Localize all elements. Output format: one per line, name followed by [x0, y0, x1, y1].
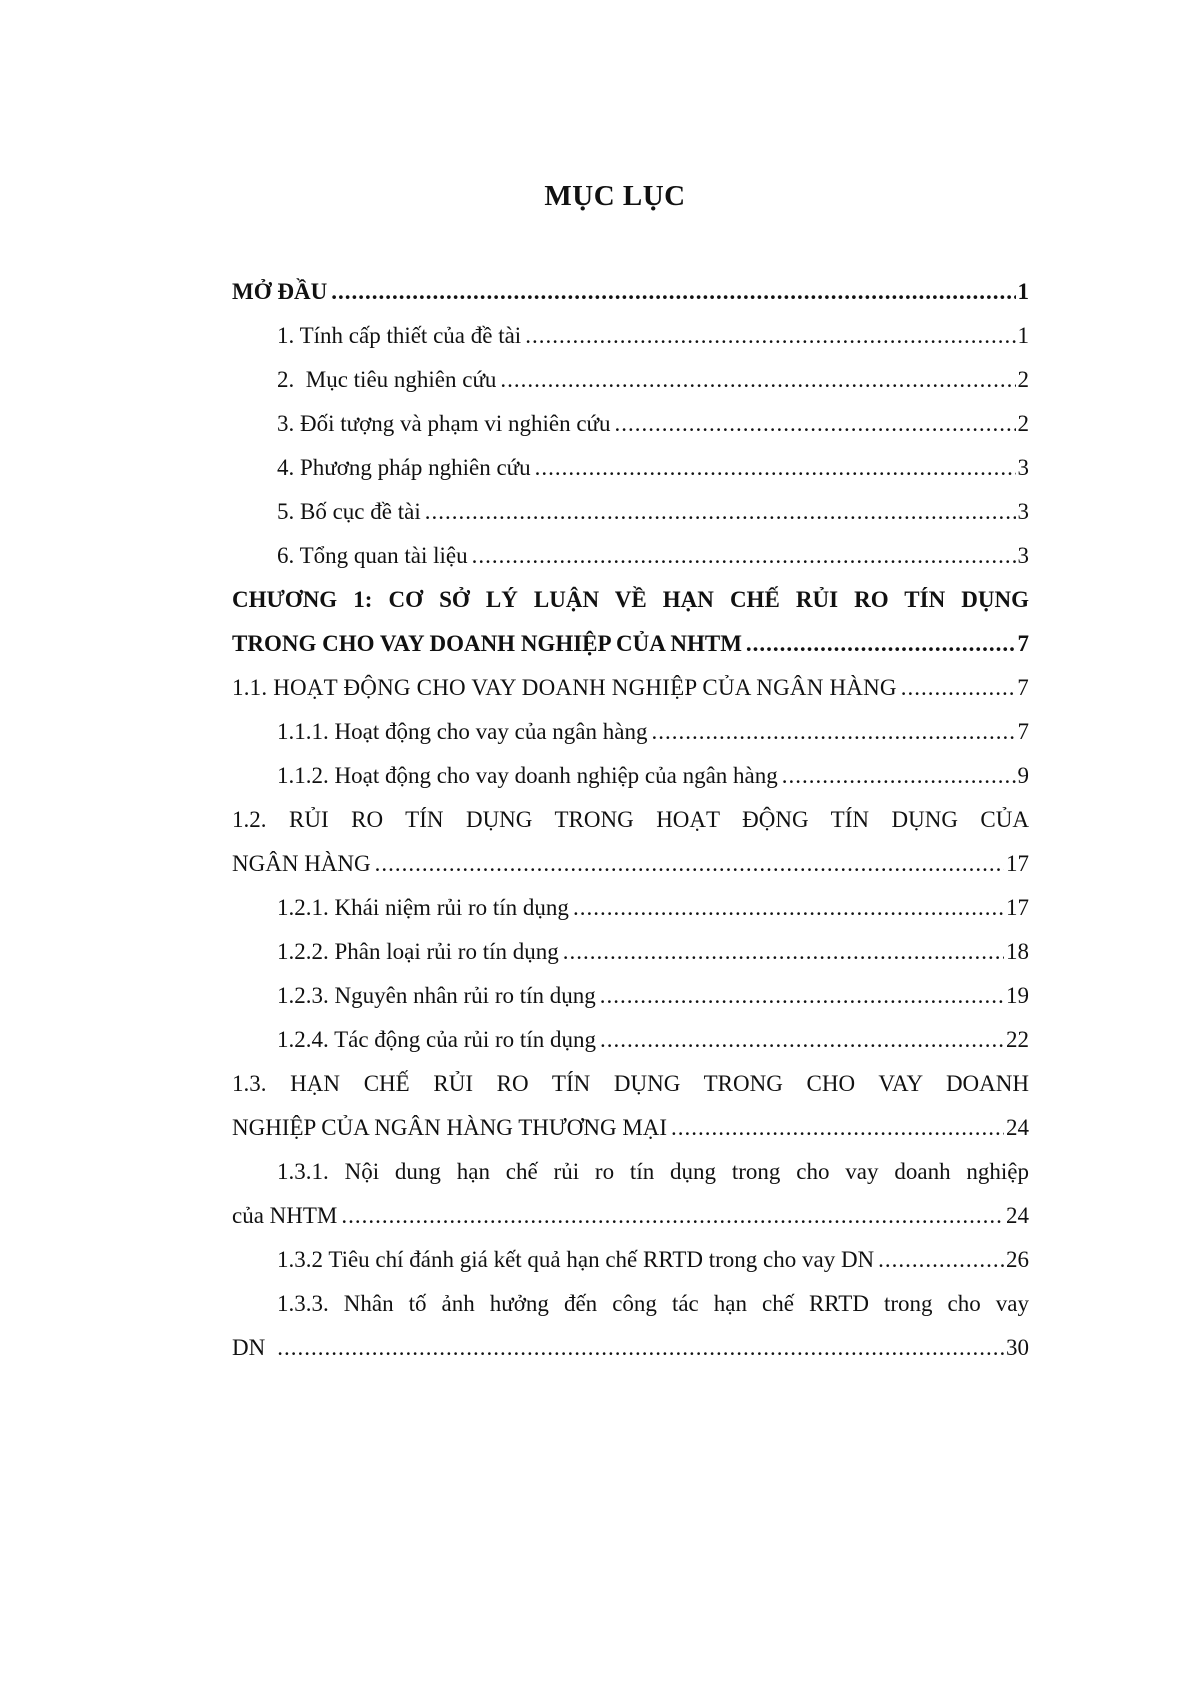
toc-entry[interactable]: [277, 754, 1029, 798]
toc-entry-text-line1[interactable]: 1.3.3. Nhân tố ảnh hưởng đến công tác hạn chế RRTD trong cho vay: [277, 1291, 1029, 1316]
toc-section-heading[interactable]: 1.2. RỦI RO TÍN DỤNG TRONG HOẠT ĐỘNG TÍN DỤNG CỦA: [232, 807, 1029, 832]
toc-entry-text: 2. Mục tiêu nghiên cứu: [277, 367, 497, 392]
toc-page-number: 26: [1006, 1247, 1029, 1272]
toc-entry[interactable]: [277, 974, 1029, 1018]
toc-entry-text: DN: [232, 1335, 266, 1360]
toc-entry-text: 1.3.2 Tiêu chí đánh giá kết quả hạn chế RRTD trong cho vay DN: [277, 1247, 875, 1272]
toc-dot-leader: [535, 446, 1016, 490]
toc-dot-leader: [472, 534, 1016, 578]
toc-dot-leader: [600, 1018, 1004, 1062]
toc-entry-text: 4. Phương pháp nghiên cứu: [277, 455, 531, 480]
toc-entry[interactable]: [232, 842, 1029, 886]
toc-page-number: 1: [1017, 323, 1029, 348]
toc-entry-text: 1.1.2. Hoạt động cho vay doanh nghiệp của ngân hàng: [277, 763, 778, 788]
toc-page-number: 3: [1017, 455, 1029, 480]
toc-chapter-heading[interactable]: CHƯƠNG 1: CƠ SỞ LÝ LUẬN VỀ HẠN CHẾ RỦI RO TÍN DỤNG: [232, 587, 1029, 612]
toc-entry[interactable]: [232, 666, 1029, 710]
toc-page-number: 3: [1017, 543, 1029, 568]
toc-dot-leader: [746, 622, 1016, 666]
toc-entry[interactable]: [277, 930, 1029, 974]
toc-page-number: 1: [1017, 279, 1029, 304]
toc-page-number: 30: [1006, 1335, 1029, 1360]
toc-entry[interactable]: [232, 1326, 1029, 1370]
toc-page-number: 17: [1006, 851, 1029, 876]
toc-dot-leader: [331, 270, 1015, 314]
toc-entry[interactable]: [277, 534, 1029, 578]
toc-dot-leader: [782, 754, 1016, 798]
toc-dot-leader: [341, 1194, 1004, 1238]
toc-page-number: 18: [1006, 939, 1029, 964]
toc-dot-leader: [901, 666, 1016, 710]
toc-entry[interactable]: [277, 490, 1029, 534]
toc-page-number: 22: [1006, 1027, 1029, 1052]
toc-dot-leader: [600, 974, 1004, 1018]
toc-entry-text: 1.2.2. Phân loại rủi ro tín dụng: [277, 939, 559, 964]
toc-dot-leader: [573, 886, 1004, 930]
toc-page-number: 2: [1017, 367, 1029, 392]
toc-dot-leader: [563, 930, 1004, 974]
toc-entry-text: 1.1.1. Hoạt động cho vay của ngân hàng: [277, 719, 648, 744]
toc-page-number: 2: [1017, 411, 1029, 436]
toc-entry[interactable]: [232, 622, 1029, 666]
toc-section-heading[interactable]: 1.3. HẠN CHẾ RỦI RO TÍN DỤNG TRONG CHO VAY DOANH: [232, 1071, 1029, 1096]
toc-dot-leader: [615, 402, 1016, 446]
toc-entry[interactable]: [232, 1194, 1029, 1238]
toc-entry-text: 1.1. HOẠT ĐỘNG CHO VAY DOANH NGHIỆP CỦA NGÂN HÀNG: [232, 675, 897, 700]
toc-page-number: 19: [1006, 983, 1029, 1008]
toc-page-number: 17: [1006, 895, 1029, 920]
toc-entry[interactable]: [277, 886, 1029, 930]
toc-entry-text: NGÂN HÀNG: [232, 851, 371, 876]
toc-dot-leader: [651, 710, 1015, 754]
toc-page-number: 9: [1017, 763, 1029, 788]
toc-entry[interactable]: [232, 1106, 1029, 1150]
toc-entry-text: 1.2.1. Khái niệm rủi ro tín dụng: [277, 895, 569, 920]
toc-entry-text: của NHTM: [232, 1203, 338, 1228]
toc-entry-text: 1.2.3. Nguyên nhân rủi ro tín dụng: [277, 983, 596, 1008]
toc-entry-text: 6. Tổng quan tài liệu: [277, 543, 468, 568]
toc-entry[interactable]: [277, 314, 1029, 358]
toc-entry-text: NGHIỆP CỦA NGÂN HÀNG THƯƠNG MẠI: [232, 1115, 668, 1140]
toc-entry[interactable]: [277, 1238, 1029, 1282]
toc-page-number: 24: [1006, 1203, 1029, 1228]
toc-dot-leader: [500, 358, 1015, 402]
toc-dot-leader: [375, 842, 1004, 886]
toc-entry-text: 1.2.4. Tác động của rủi ro tín dụng: [277, 1027, 596, 1052]
toc-dot-leader: [671, 1106, 1004, 1150]
toc-entry[interactable]: [277, 710, 1029, 754]
toc-page-number: 7: [1017, 675, 1029, 700]
toc-entry-text: 1. Tính cấp thiết của đề tài: [277, 323, 522, 348]
toc-entry-text: TRONG CHO VAY DOANH NGHIỆP CỦA NHTM: [232, 631, 742, 656]
toc-entry-text: 3. Đối tượng và phạm vi nghiên cứu: [277, 411, 611, 436]
toc-entry[interactable]: [277, 358, 1029, 402]
toc-dot-leader: [525, 314, 1015, 358]
toc-page-number: 7: [1017, 719, 1029, 744]
toc-entry[interactable]: [277, 1018, 1029, 1062]
toc-entry-mo-dau[interactable]: [232, 270, 1029, 314]
toc-entry-text: MỞ ĐẦU: [232, 279, 328, 304]
toc-dot-leader: [425, 490, 1016, 534]
toc-entry[interactable]: [277, 402, 1029, 446]
toc-entry-text: 5. Bố cục đề tài: [277, 499, 421, 524]
page-title: MỤC LỤC: [544, 180, 686, 212]
toc-page-number: 24: [1006, 1115, 1029, 1140]
toc-page-number: 7: [1017, 631, 1029, 656]
toc-entry-text-line1[interactable]: 1.3.1. Nội dung hạn chế rủi ro tín dụng trong cho vay doanh nghiệp: [277, 1159, 1029, 1184]
toc-entry[interactable]: [277, 446, 1029, 490]
toc-dot-leader: [277, 1326, 1004, 1370]
toc-page-number: 3: [1017, 499, 1029, 524]
toc-dot-leader: [878, 1238, 1004, 1282]
